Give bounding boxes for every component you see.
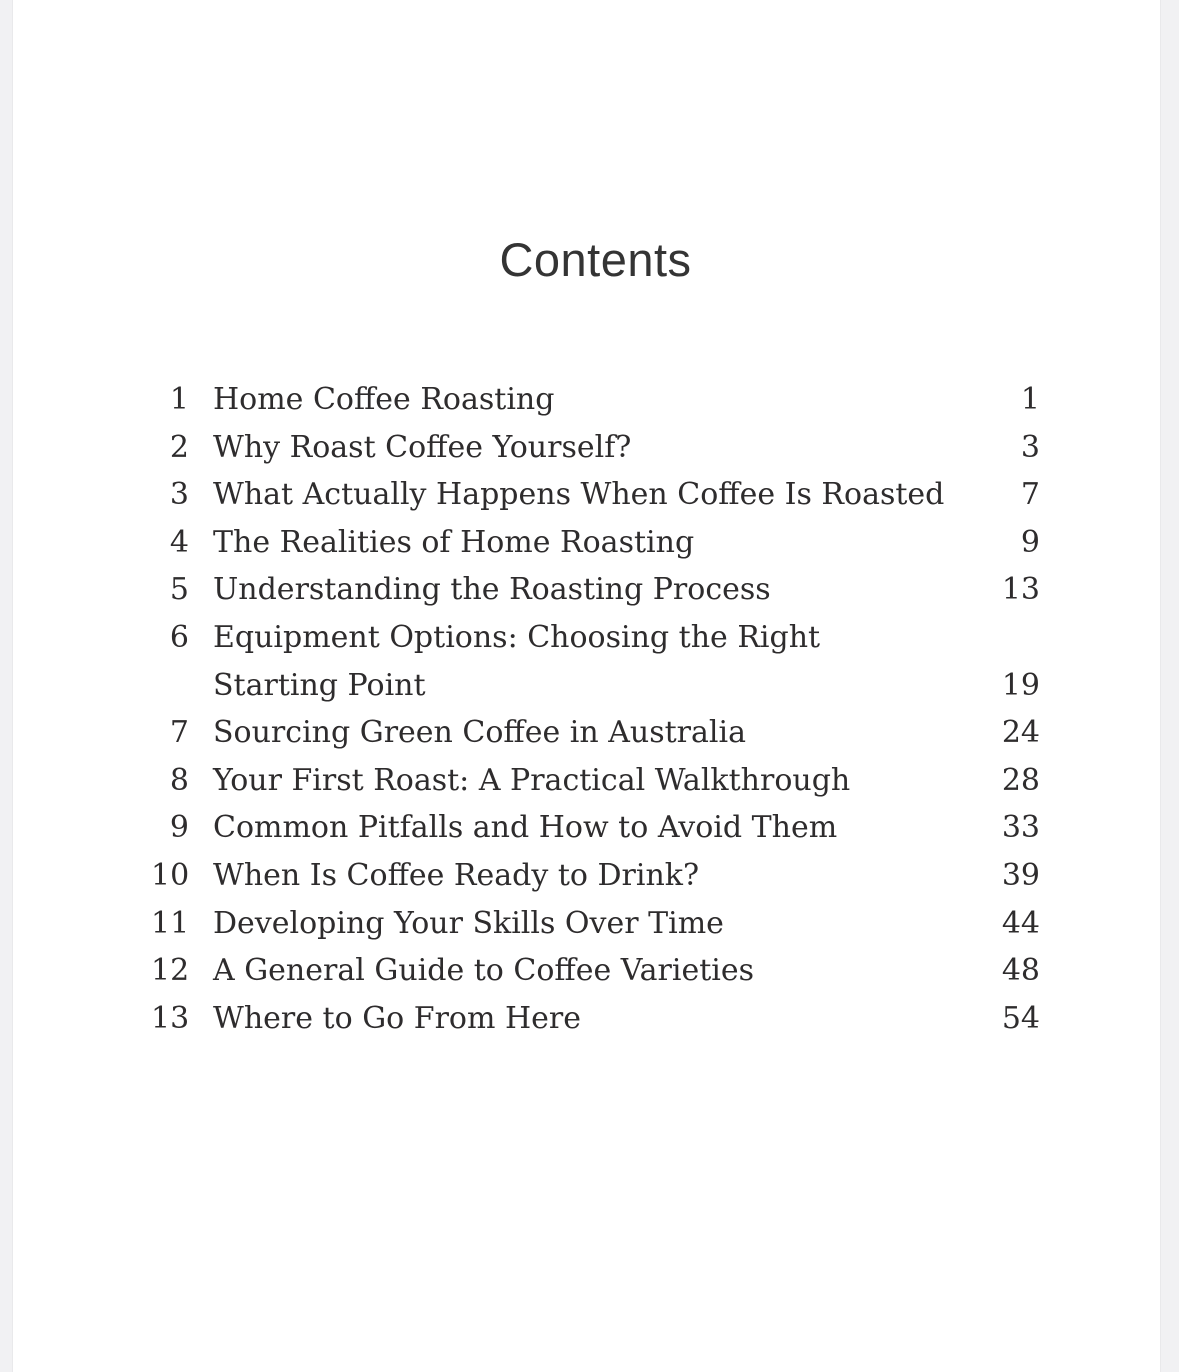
toc-row[interactable] <box>151 852 1040 900</box>
chapter-title: What Actually Happens When Coffee Is Roasted <box>213 477 945 513</box>
page-number: 9 <box>1020 524 1040 560</box>
toc-row[interactable] <box>151 424 1040 472</box>
chapter-number: 8 <box>169 762 189 798</box>
chapter-number <box>151 662 189 710</box>
toc-row[interactable] <box>151 804 1040 852</box>
page-number: 19 <box>1001 667 1040 703</box>
page-number: 28 <box>1001 762 1040 798</box>
chapter-title: Sourcing Green Coffee in Australia <box>213 715 746 751</box>
right-gutter <box>1160 0 1179 1372</box>
chapter-number: 7 <box>169 715 189 751</box>
chapter-number: 13 <box>151 1000 190 1036</box>
toc-row[interactable] <box>151 995 1040 1043</box>
chapter-number: 12 <box>151 953 190 989</box>
page-number: 48 <box>1001 953 1040 989</box>
chapter-number: 4 <box>169 524 189 560</box>
chapter-title: When Is Coffee Ready to Drink? <box>213 857 700 893</box>
toc-row[interactable] <box>151 947 1040 995</box>
toc-row[interactable] <box>151 900 1040 948</box>
page-number: 33 <box>1001 810 1040 846</box>
page-number: 1 <box>1020 382 1040 417</box>
page-number: 3 <box>1020 429 1040 465</box>
toc-row[interactable] <box>151 519 1040 567</box>
chapter-title: Your First Roast: A Practical Walkthrough <box>213 762 851 798</box>
left-gutter <box>0 0 13 1372</box>
toc-row[interactable] <box>151 662 1040 710</box>
page-number: 44 <box>1001 905 1040 941</box>
page-title: Contents <box>499 233 692 286</box>
chapter-title: Common Pitfalls and How to Avoid Them <box>213 810 838 846</box>
chapter-title: Home Coffee Roasting <box>213 382 555 417</box>
chapter-number: 1 <box>169 382 189 417</box>
chapter-title: A General Guide to Coffee Varieties <box>213 953 755 989</box>
chapter-number: 10 <box>151 857 190 893</box>
page-number: 39 <box>1001 857 1040 893</box>
table-of-contents <box>151 376 1040 1042</box>
chapter-title: Developing Your Skills Over Time <box>213 905 724 941</box>
page-number: 13 <box>1001 572 1040 608</box>
page-number <box>970 614 1040 662</box>
toc-row[interactable] <box>151 757 1040 805</box>
toc-row[interactable] <box>151 471 1040 519</box>
toc-row[interactable] <box>151 709 1040 757</box>
page-number: 54 <box>1001 1000 1040 1036</box>
chapter-title: The Realities of Home Roasting <box>213 524 695 560</box>
chapter-number: 2 <box>169 429 189 465</box>
chapter-title: Equipment Options: Choosing the Right <box>213 619 821 655</box>
toc-row[interactable] <box>151 614 1040 662</box>
chapter-title: Starting Point <box>213 667 426 703</box>
chapter-number: 5 <box>169 572 189 608</box>
chapter-number: 11 <box>151 905 190 941</box>
contents-page <box>13 0 1160 1372</box>
toc-row[interactable] <box>151 566 1040 614</box>
chapter-title: Where to Go From Here <box>213 1000 581 1036</box>
chapter-title: Why Roast Coffee Yourself? <box>213 429 632 465</box>
chapter-number: 3 <box>169 477 189 513</box>
chapter-title: Understanding the Roasting Process <box>213 572 771 608</box>
page-number: 24 <box>1001 715 1040 751</box>
toc-row[interactable] <box>151 376 1040 424</box>
chapter-number: 6 <box>169 619 189 655</box>
page-number: 7 <box>1020 477 1040 513</box>
chapter-number: 9 <box>169 810 189 846</box>
